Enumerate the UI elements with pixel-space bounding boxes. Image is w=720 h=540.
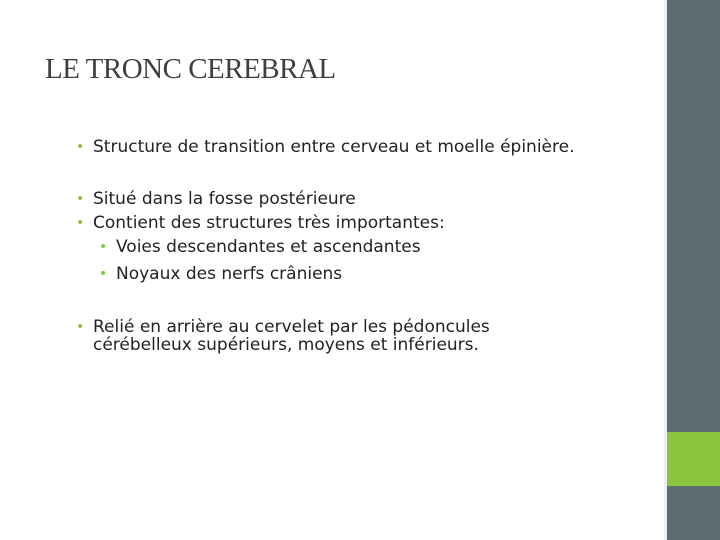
bullet-text: Voies descendantes et ascendantes <box>116 237 421 257</box>
bullet-text: Noyaux des nerfs crâniens <box>116 264 343 284</box>
sub-bullet-item <box>99 237 421 257</box>
sub-bullet-item <box>99 264 342 284</box>
bullet-icon: • <box>76 215 85 231</box>
bullet-item <box>76 189 356 209</box>
bullet-text: Relié en arrière au cervelet par les pédoncules cérébelleux supérieurs, moyens et inférieurs. <box>93 317 490 355</box>
bullet-item <box>76 318 553 354</box>
bullet-text: Structure de transition entre cerveau et moelle épinière. <box>93 137 575 157</box>
slide-title: LE TRONC CEREBRAL <box>45 53 336 85</box>
bullet-text: Situé dans la fosse postérieure <box>93 189 356 209</box>
sidebar-accent-block <box>667 432 720 486</box>
bullet-icon: • <box>76 191 85 207</box>
bullet-text: Contient des structures très importantes: <box>93 213 445 233</box>
bullet-item <box>76 213 445 233</box>
bullet-icon: • <box>76 319 85 335</box>
bullet-item <box>76 137 575 157</box>
bullet-icon: • <box>99 239 108 255</box>
bullet-icon: • <box>99 266 108 282</box>
bullet-icon: • <box>76 139 85 155</box>
